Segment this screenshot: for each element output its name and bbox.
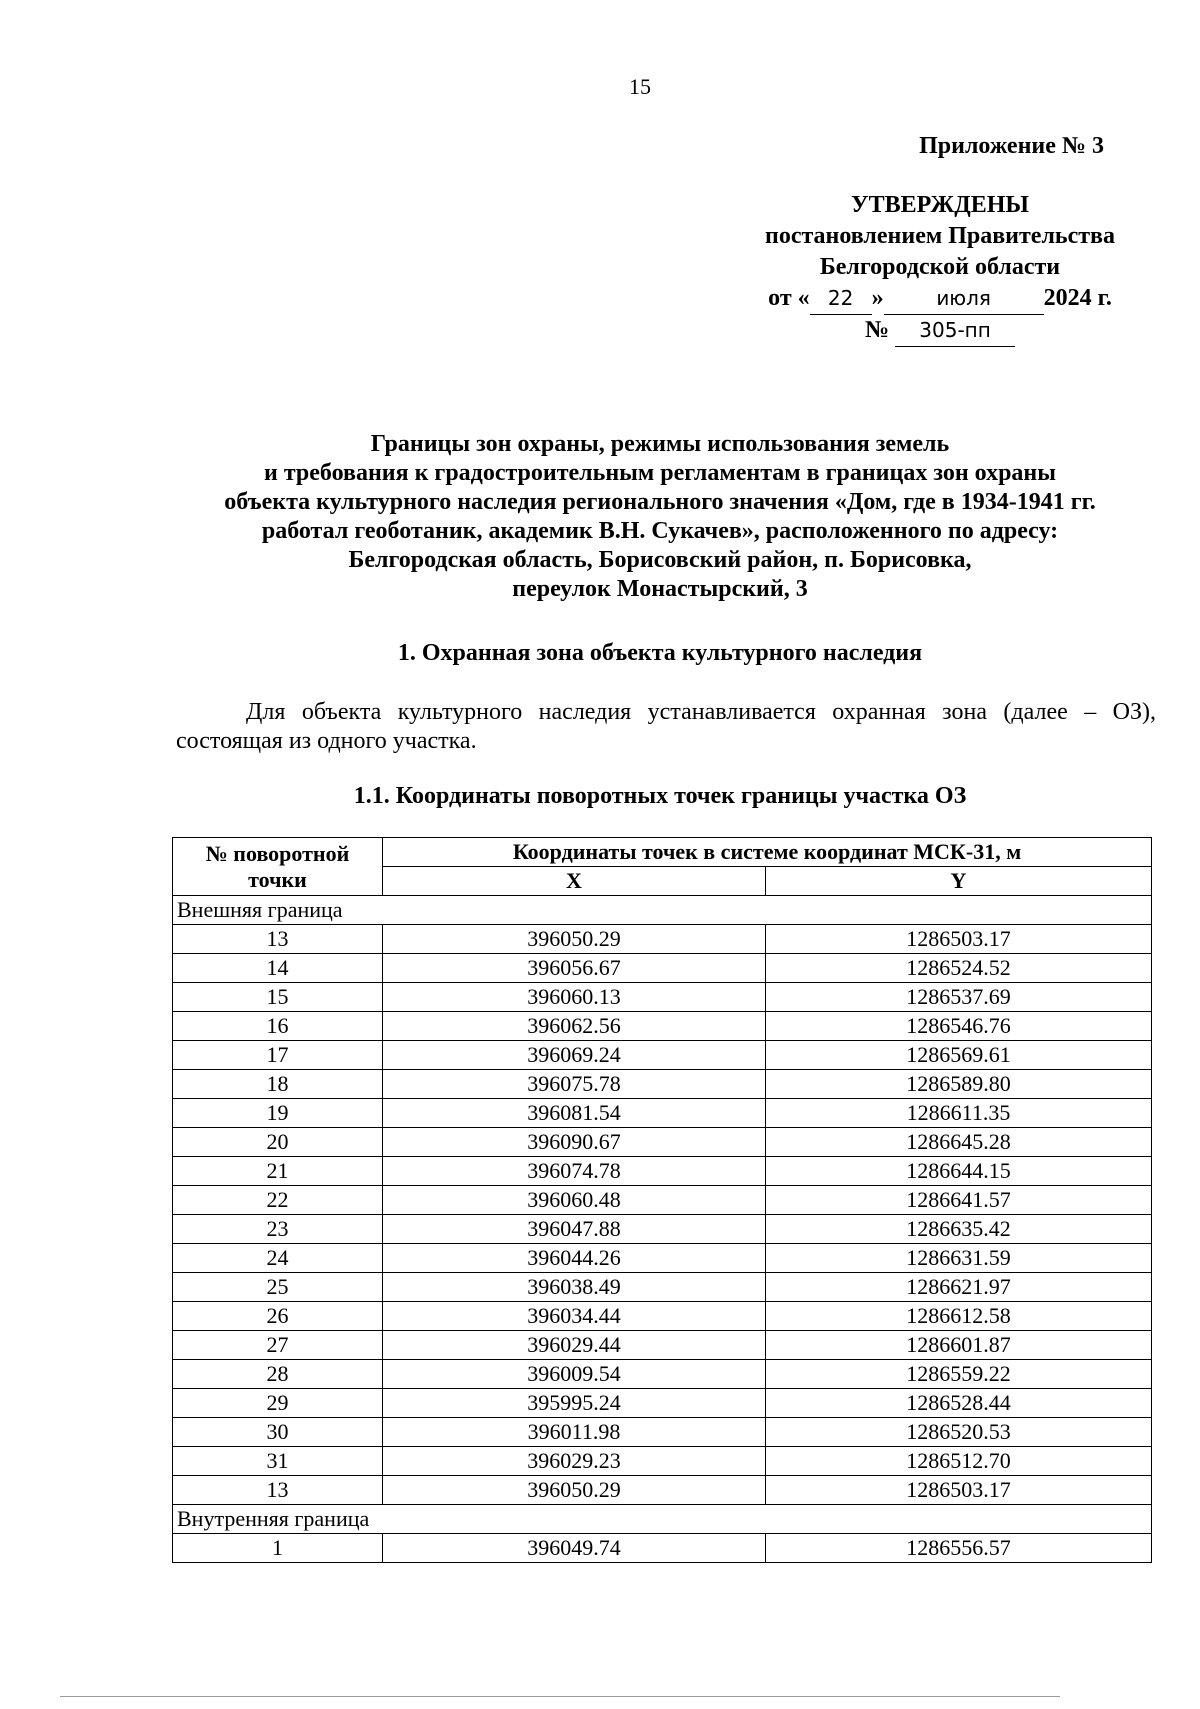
approval-block: [720, 133, 1160, 347]
point-cell: 31: [173, 1447, 383, 1476]
table-row: [173, 925, 1152, 954]
x-cell: 396074.78: [383, 1157, 766, 1186]
title-line: объекта культурного наследия регионального значения «Дом, где в 1934-1941 гг.: [224, 489, 1096, 515]
table-row: [173, 1215, 1152, 1244]
y-cell: 1286635.42: [766, 1215, 1152, 1244]
y-cell: 1286589.80: [766, 1070, 1152, 1099]
table-row: [173, 1534, 1152, 1563]
x-cell: 396044.26: [383, 1244, 766, 1273]
table-row: [173, 1418, 1152, 1447]
x-cell: 396060.48: [383, 1186, 766, 1215]
table-row: [173, 1302, 1152, 1331]
point-cell: 20: [173, 1128, 383, 1157]
table-row: [173, 1476, 1152, 1505]
date-year: 2024 г.: [1043, 285, 1112, 311]
appendix-label: Приложение № 3: [919, 133, 1104, 159]
section-title: 1. Охранная зона объекта культурного наследия: [397, 640, 923, 666]
y-cell: 1286520.53: [766, 1418, 1152, 1447]
x-cell: 396029.23: [383, 1447, 766, 1476]
y-cell: 1286503.17: [766, 925, 1152, 954]
table-row: [173, 954, 1152, 983]
table-row: [173, 1273, 1152, 1302]
point-cell: 16: [173, 1012, 383, 1041]
group-label: Внешняя граница: [173, 896, 1152, 925]
y-cell: 1286546.76: [766, 1012, 1152, 1041]
point-cell: 13: [173, 1476, 383, 1505]
y-cell: 1286631.59: [766, 1244, 1152, 1273]
number-prefix: №: [864, 317, 890, 343]
title-line: Границы зон охраны, режимы использования земель: [370, 431, 950, 457]
table-row: [173, 1360, 1152, 1389]
y-cell: 1286537.69: [766, 983, 1152, 1012]
x-cell: 396034.44: [383, 1302, 766, 1331]
x-cell: 396050.29: [383, 925, 766, 954]
x-cell: 396011.98: [383, 1418, 766, 1447]
x-cell: 396049.74: [383, 1534, 766, 1563]
x-cell: 396090.67: [383, 1128, 766, 1157]
table-group-row: [173, 1505, 1152, 1534]
point-cell: 24: [173, 1244, 383, 1273]
x-cell: 396047.88: [383, 1215, 766, 1244]
date-month: июля: [884, 283, 1044, 315]
y-cell: 1286621.97: [766, 1273, 1152, 1302]
table-row: [173, 1099, 1152, 1128]
y-cell: 1286612.58: [766, 1302, 1152, 1331]
x-cell: 396060.13: [383, 983, 766, 1012]
table-group-row: [173, 896, 1152, 925]
x-cell: 396009.54: [383, 1360, 766, 1389]
date-mid: »: [871, 285, 884, 311]
title-line: и требования к градостроительным регламентам в границах зон охраны: [264, 460, 1056, 486]
point-cell: 26: [173, 1302, 383, 1331]
point-cell: 21: [173, 1157, 383, 1186]
point-cell: 27: [173, 1331, 383, 1360]
body-paragraph: Для объекта культурного наследия устанавливается охранная зона (далее – ОЗ), состоящая из одного участка.: [176, 699, 1156, 754]
header-point: № поворотной точки: [173, 838, 383, 896]
y-cell: 1286524.52: [766, 954, 1152, 983]
x-cell: 396081.54: [383, 1099, 766, 1128]
table-row: [173, 983, 1152, 1012]
point-cell: 18: [173, 1070, 383, 1099]
title-line: переулок Монастырский, 3: [512, 576, 808, 602]
point-cell: 19: [173, 1099, 383, 1128]
y-cell: 1286512.70: [766, 1447, 1152, 1476]
table-row: [173, 1070, 1152, 1099]
x-cell: 396075.78: [383, 1070, 766, 1099]
table-row: [173, 1041, 1152, 1070]
y-cell: 1286559.22: [766, 1360, 1152, 1389]
x-cell: 396056.67: [383, 954, 766, 983]
table-row: [173, 1128, 1152, 1157]
date-prefix: от «: [768, 285, 810, 311]
point-cell: 23: [173, 1215, 383, 1244]
y-cell: 1286645.28: [766, 1128, 1152, 1157]
page-number: 15: [629, 74, 651, 99]
y-cell: 1286569.61: [766, 1041, 1152, 1070]
y-cell: 1286503.17: [766, 1476, 1152, 1505]
point-cell: 25: [173, 1273, 383, 1302]
point-cell: 22: [173, 1186, 383, 1215]
table-row: [173, 1331, 1152, 1360]
table-row: [173, 1447, 1152, 1476]
point-cell: 13: [173, 925, 383, 954]
approved-by-line2: Белгородской области: [819, 254, 1061, 280]
y-cell: 1286528.44: [766, 1389, 1152, 1418]
title-line: работал геоботаник, академик В.Н. Сукачев», расположенного по адресу:: [261, 518, 1059, 544]
table-row: [173, 1244, 1152, 1273]
group-label: Внутренняя граница: [173, 1505, 1152, 1534]
table-row: [173, 1389, 1152, 1418]
coordinates-body: [173, 896, 1152, 1563]
coordinates-table: [172, 837, 1152, 1563]
y-cell: 1286644.15: [766, 1157, 1152, 1186]
point-cell: 1: [173, 1534, 383, 1563]
approved-by-line1: постановлением Правительства: [764, 223, 1115, 249]
y-cell: 1286611.35: [766, 1099, 1152, 1128]
x-cell: 396069.24: [383, 1041, 766, 1070]
approval-date: [720, 283, 1160, 315]
title-line: Белгородская область, Борисовский район, п. Борисовка,: [348, 547, 972, 573]
date-day: 22: [810, 283, 872, 315]
table-title: 1.1. Координаты поворотных точек границы участка ОЗ: [353, 783, 967, 809]
approval-number: [720, 315, 1160, 347]
table-row: [173, 1012, 1152, 1041]
scan-edge-line: [60, 1696, 1060, 1697]
point-cell: 28: [173, 1360, 383, 1389]
y-cell: 1286641.57: [766, 1186, 1152, 1215]
x-cell: 396029.44: [383, 1331, 766, 1360]
header-coords: Координаты точек в системе координат МСК-31, м: [383, 838, 1152, 867]
x-cell: 395995.24: [383, 1389, 766, 1418]
header-y: Y: [766, 867, 1152, 896]
table-row: [173, 1157, 1152, 1186]
point-cell: 14: [173, 954, 383, 983]
y-cell: 1286556.57: [766, 1534, 1152, 1563]
x-cell: 396050.29: [383, 1476, 766, 1505]
approved-label: УТВЕРЖДЕНЫ: [851, 192, 1029, 218]
y-cell: 1286601.87: [766, 1331, 1152, 1360]
header-x: X: [383, 867, 766, 896]
point-cell: 30: [173, 1418, 383, 1447]
table-row: [173, 1186, 1152, 1215]
x-cell: 396038.49: [383, 1273, 766, 1302]
point-cell: 17: [173, 1041, 383, 1070]
x-cell: 396062.56: [383, 1012, 766, 1041]
number-value: 305-пп: [895, 315, 1015, 347]
document-title: [130, 430, 1190, 604]
point-cell: 15: [173, 983, 383, 1012]
point-cell: 29: [173, 1389, 383, 1418]
